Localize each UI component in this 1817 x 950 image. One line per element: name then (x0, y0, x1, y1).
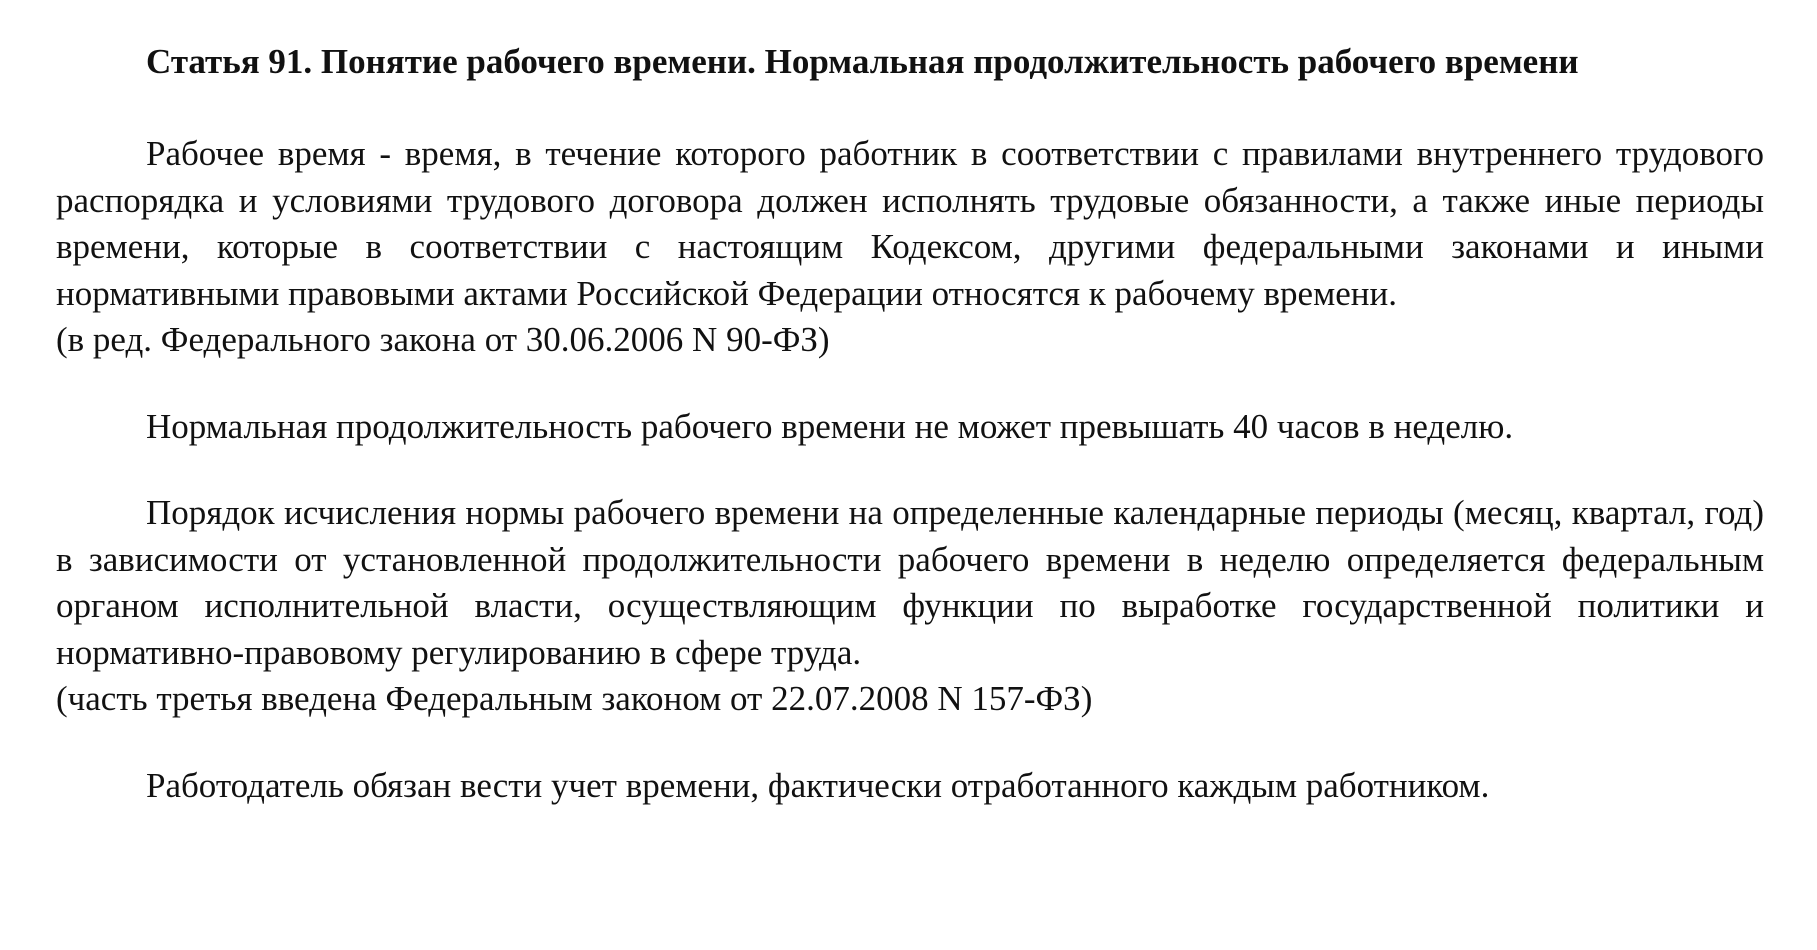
paragraph-text: Нормальная продолжительность рабочего времени не может превышать 40 часов в неделю. (146, 406, 1514, 446)
paragraph-2 (56, 404, 1764, 451)
amendment-note: (в ред. Федерального закона от 30.06.2006 N 90-ФЗ) (56, 320, 830, 359)
paragraph-text: Рабочее время - время, в течение которого работник в соответствии с правилами внутреннего трудового распорядка и условиями трудового договора должен исполнять трудовые обязанности, а также иные периоды времени, которые в соответствии с настоящим Кодексом, другими федеральными законами и иными нормативными правовыми актами Российской Федерации относятся к рабочему времени. (56, 134, 1764, 313)
document-page (56, 38, 1764, 809)
paragraph-text: Порядок исчисления нормы рабочего времени на определенные календарные периоды (месяц, квартал, год) в зависимости от установленной продолжительности рабочего времени в неделю определяется федеральным органом исполнительной власти, осуществляющим функции по выработке государственной политики и нормативно-правовому регулированию в сфере труда. (56, 493, 1764, 672)
paragraph-text: Работодатель обязан вести учет времени, фактически отработанного каждым работником. (146, 765, 1490, 805)
amendment-note: (часть третья введена Федеральным законом от 22.07.2008 N 157-ФЗ) (56, 679, 1093, 718)
paragraph-4 (56, 763, 1764, 810)
paragraph-3 (56, 490, 1764, 723)
paragraph-spacer (56, 450, 1764, 490)
article-title: Статья 91. Понятие рабочего времени. Нормальная продолжительность рабочего времени (146, 42, 1579, 81)
paragraph-1 (56, 131, 1764, 364)
paragraph-spacer (56, 723, 1764, 763)
paragraph-spacer (56, 364, 1764, 404)
